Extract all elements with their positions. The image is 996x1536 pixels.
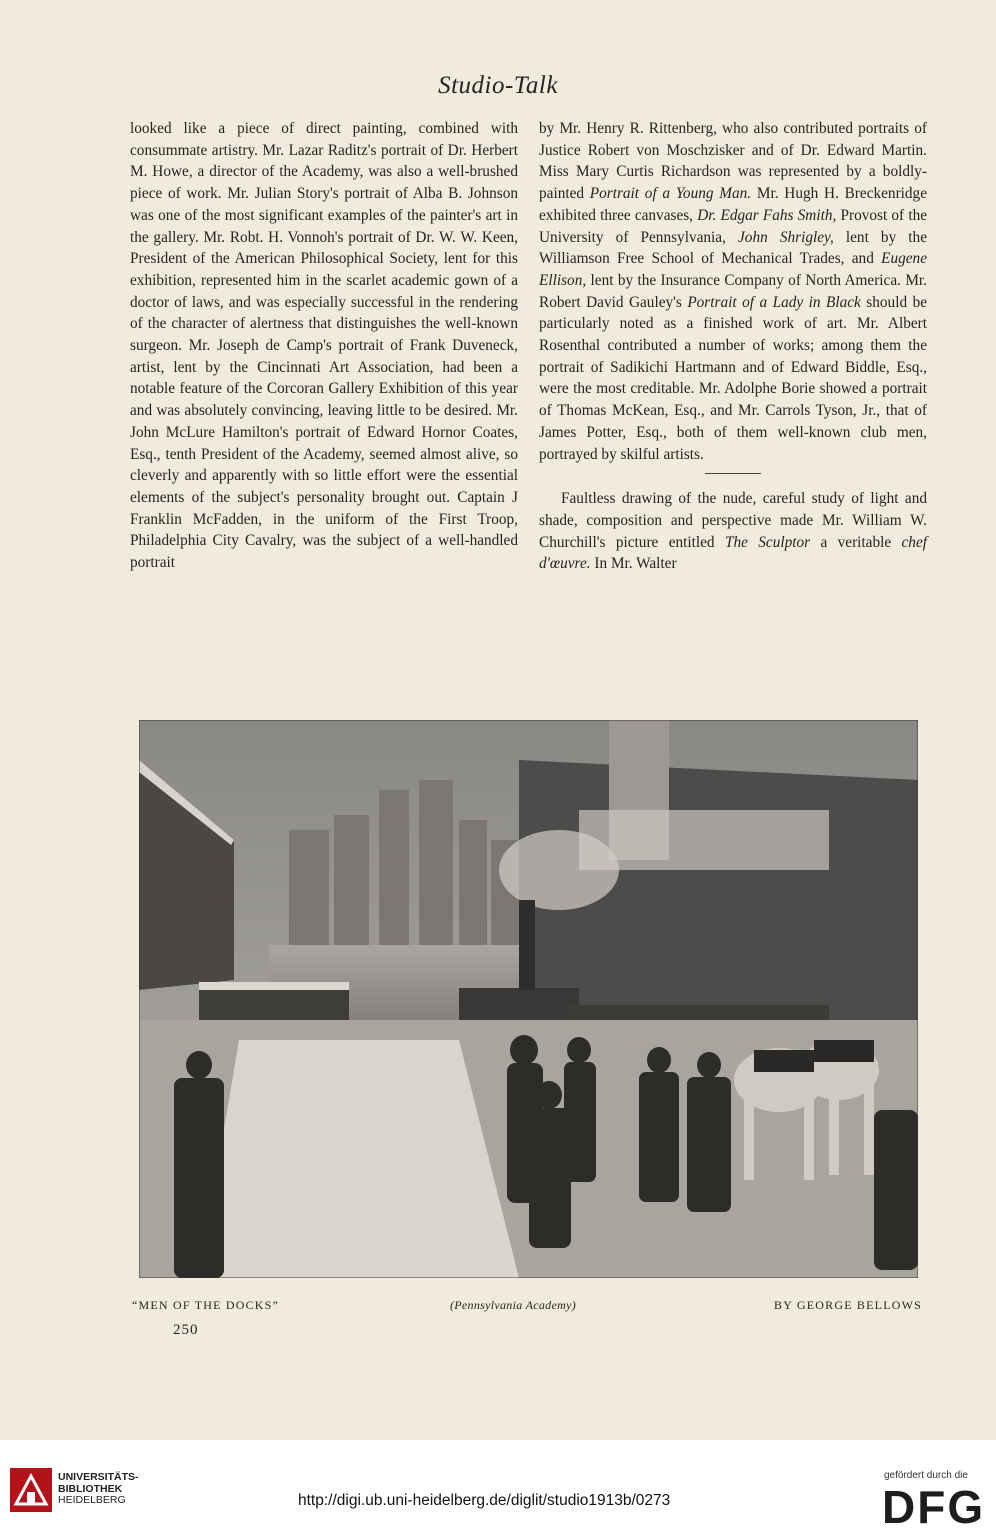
dfg-logo: DFG bbox=[882, 1481, 986, 1533]
library-name: UNIVERSITÄTS- BIBLIOTHEK HEIDELBERG bbox=[58, 1471, 139, 1506]
digitization-footer bbox=[0, 1440, 996, 1536]
painting-plate-men-of-the-docks bbox=[139, 720, 918, 1278]
university-library-logo-icon bbox=[10, 1468, 52, 1512]
funding-note: gefördert durch die bbox=[884, 1470, 968, 1481]
right-paragraph-2: Faultless drawing of the nude, careful study of light and shade, composition and perspective made Mr. William W. Churchill's picture entitled The Sculptor a veritable chef d'œuvre. In Mr. Walter bbox=[539, 490, 927, 573]
running-head: Studio-Talk bbox=[438, 72, 558, 99]
plate-caption bbox=[132, 1298, 922, 1318]
left-text-column bbox=[130, 118, 518, 574]
page-number: 250 bbox=[173, 1322, 199, 1338]
section-divider bbox=[705, 473, 761, 474]
right-text-column bbox=[539, 118, 927, 575]
caption-artist: BY GEORGE BELLOWS bbox=[774, 1298, 922, 1312]
right-paragraph-1: by Mr. Henry R. Rittenberg, who also contributed portraits of Justice Robert von Moschzisker and of Dr. Edward Martin. Miss Mary Curtis Richardson was represented by a boldly-painted Portrait of a Young Man. Mr. Hugh H. Breckenridge exhibited three canvases, Dr. Edgar Fahs Smith, Provost of the University of Pennsylvania, John Shrigley, lent by the Williamson Free School of Mechanical Trades, and Eugene Ellison, lent by the Insurance Company of North America. Mr. Robert David Gauley's Portrait of a Lady in Black should be particularly noted as a finished work of art. Mr. Albert Rosenthal contributed a number of works; among them the portrait of Sadikichi Hartmann and of Edward Biddle, Esq., were the most creditable. Mr. Adolphe Borie showed a portrait of Thomas McKean, Esq., and Mr. Carrols Tyson, Jr., that of James Potter, Esq., both of them well-known club men, portrayed by skilful artists. bbox=[539, 120, 928, 463]
caption-title: “MEN OF THE DOCKS” bbox=[132, 1298, 280, 1312]
left-paragraph: looked like a piece of direct painting, combined with consummate artistry. Mr. Lazar Raditz's portrait of Dr. Herbert M. Howe, a director of the Academy, was also a well-brushed piece of work. Mr. Julian Story's portrait of Alba B. Johnson was one of the most significant examples of the painter's art in the gallery. Mr. Robt. H. Vonnoh's portrait of Dr. W. W. Keen, President of the American Philosophical Society, lent for this exhibition, represented him in the scarlet academic gown of a doctor of laws, and was especially successful in the rendering of the character of alertness that distinguishes the well-known surgeon. Mr. Joseph de Camp's portrait of Frank Duveneck, artist, lent by the Cincinnati Art Association, had been a notable feature of the Corcoran Gallery Exhibition of this year and was absolutely convincing, leaving little to be desired. Mr. John McLure Hamilton's portrait of Edward Hornor Coates, Esq., tenth President of the Academy, seemed almost alive, so cleverly and apparently with so little effort were the essential elements of the subject's personality brought out. Captain J Franklin McFadden, in the uniform of the First Troop, Philadelphia City Cavalry, was the subject of a well-handled portrait bbox=[130, 120, 518, 572]
source-url-link[interactable]: http://digi.ub.uni-heidelberg.de/diglit/studio1913b/0273 bbox=[298, 1492, 671, 1509]
painting-illustration bbox=[139, 720, 918, 1278]
caption-collection: (Pennsylvania Academy) bbox=[450, 1298, 576, 1312]
